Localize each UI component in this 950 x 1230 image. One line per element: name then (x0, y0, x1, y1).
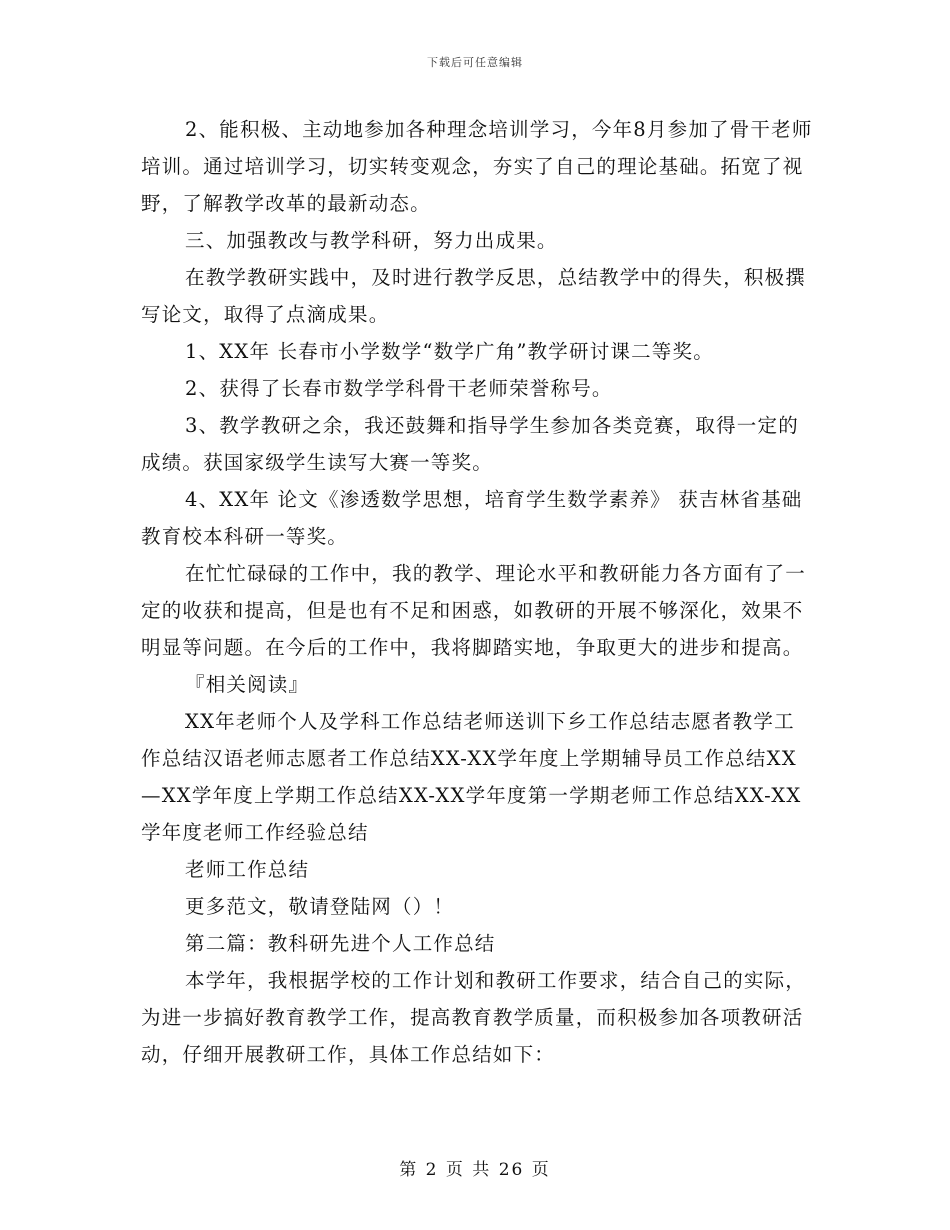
paragraph: 本学年，我根据学校的工作计划和教研工作要求，结合自己的实际，为进一步搞好教育教学工作，提高教育教学质量，而积极参加各项教研活动，仔细开展教研工作，具体工作总结如下： (141, 969, 807, 1066)
paragraph: 2、能积极、主动地参加各种理念培训学习，今年8月参加了骨干老师培训。通过培训学习，切实转变观念，夯实了自己的理论基础。拓宽了视野，了解教学改革的最新动态。 (141, 118, 813, 215)
page-footer: 第 2 页 共 26 页 (399, 1160, 551, 1180)
paragraph: 老师工作总结 (185, 858, 310, 881)
paragraph: 在忙忙碌碌的工作中，我的教学、理论水平和教研能力各方面有了一定的收获和提高，但是也有不足和困惑，如教研的开展不够深化，效果不明显等问题。在今后的工作中，我将脚踏实地，争取更大的进步和提高。 (141, 562, 807, 659)
chapter-title: 第二篇：教科研先进个人工作总结 (185, 932, 496, 955)
document-body (141, 111, 813, 1073)
related-reading-list: XX年老师个人及学科工作总结老师送训下乡工作总结志愿者教学工作总结汉语老师志愿者工作总结XX-XX学年度上学期辅导员工作总结XX—XX学年度上学期工作总结XX-XX学年度第一学期老师工作总结XX-XX学年度老师工作经验总结 (141, 710, 802, 844)
section-heading: 三、加强教改与教学科研，努力出成果。 (185, 229, 558, 252)
paragraph: 在教学教研实践中，及时进行教学反思，总结教学中的得失，积极撰写论文，取得了点滴成果。 (141, 266, 807, 326)
list-item: 3、教学教研之余，我还鼓舞和指导学生参加各类竞赛，取得一定的成绩。获国家级学生读写大赛一等奖。 (141, 414, 799, 474)
paragraph: 更多范文，敬请登陆网（）！ (185, 895, 455, 918)
list-item: 1、XX年 长春市小学数学“数学广角”教学研讨课二等奖。 (185, 340, 714, 363)
list-item: 4、XX年 论文《渗透数学思想，培育学生数学素养》 获吉林省基础教育校本科研一等奖。 (141, 488, 803, 548)
list-item: 2、获得了长春市数学学科骨干老师荣誉称号。 (185, 377, 613, 400)
page-header: 下载后可任意编辑 (427, 56, 523, 69)
related-reading-heading: 『相关阅读』 (185, 673, 310, 696)
